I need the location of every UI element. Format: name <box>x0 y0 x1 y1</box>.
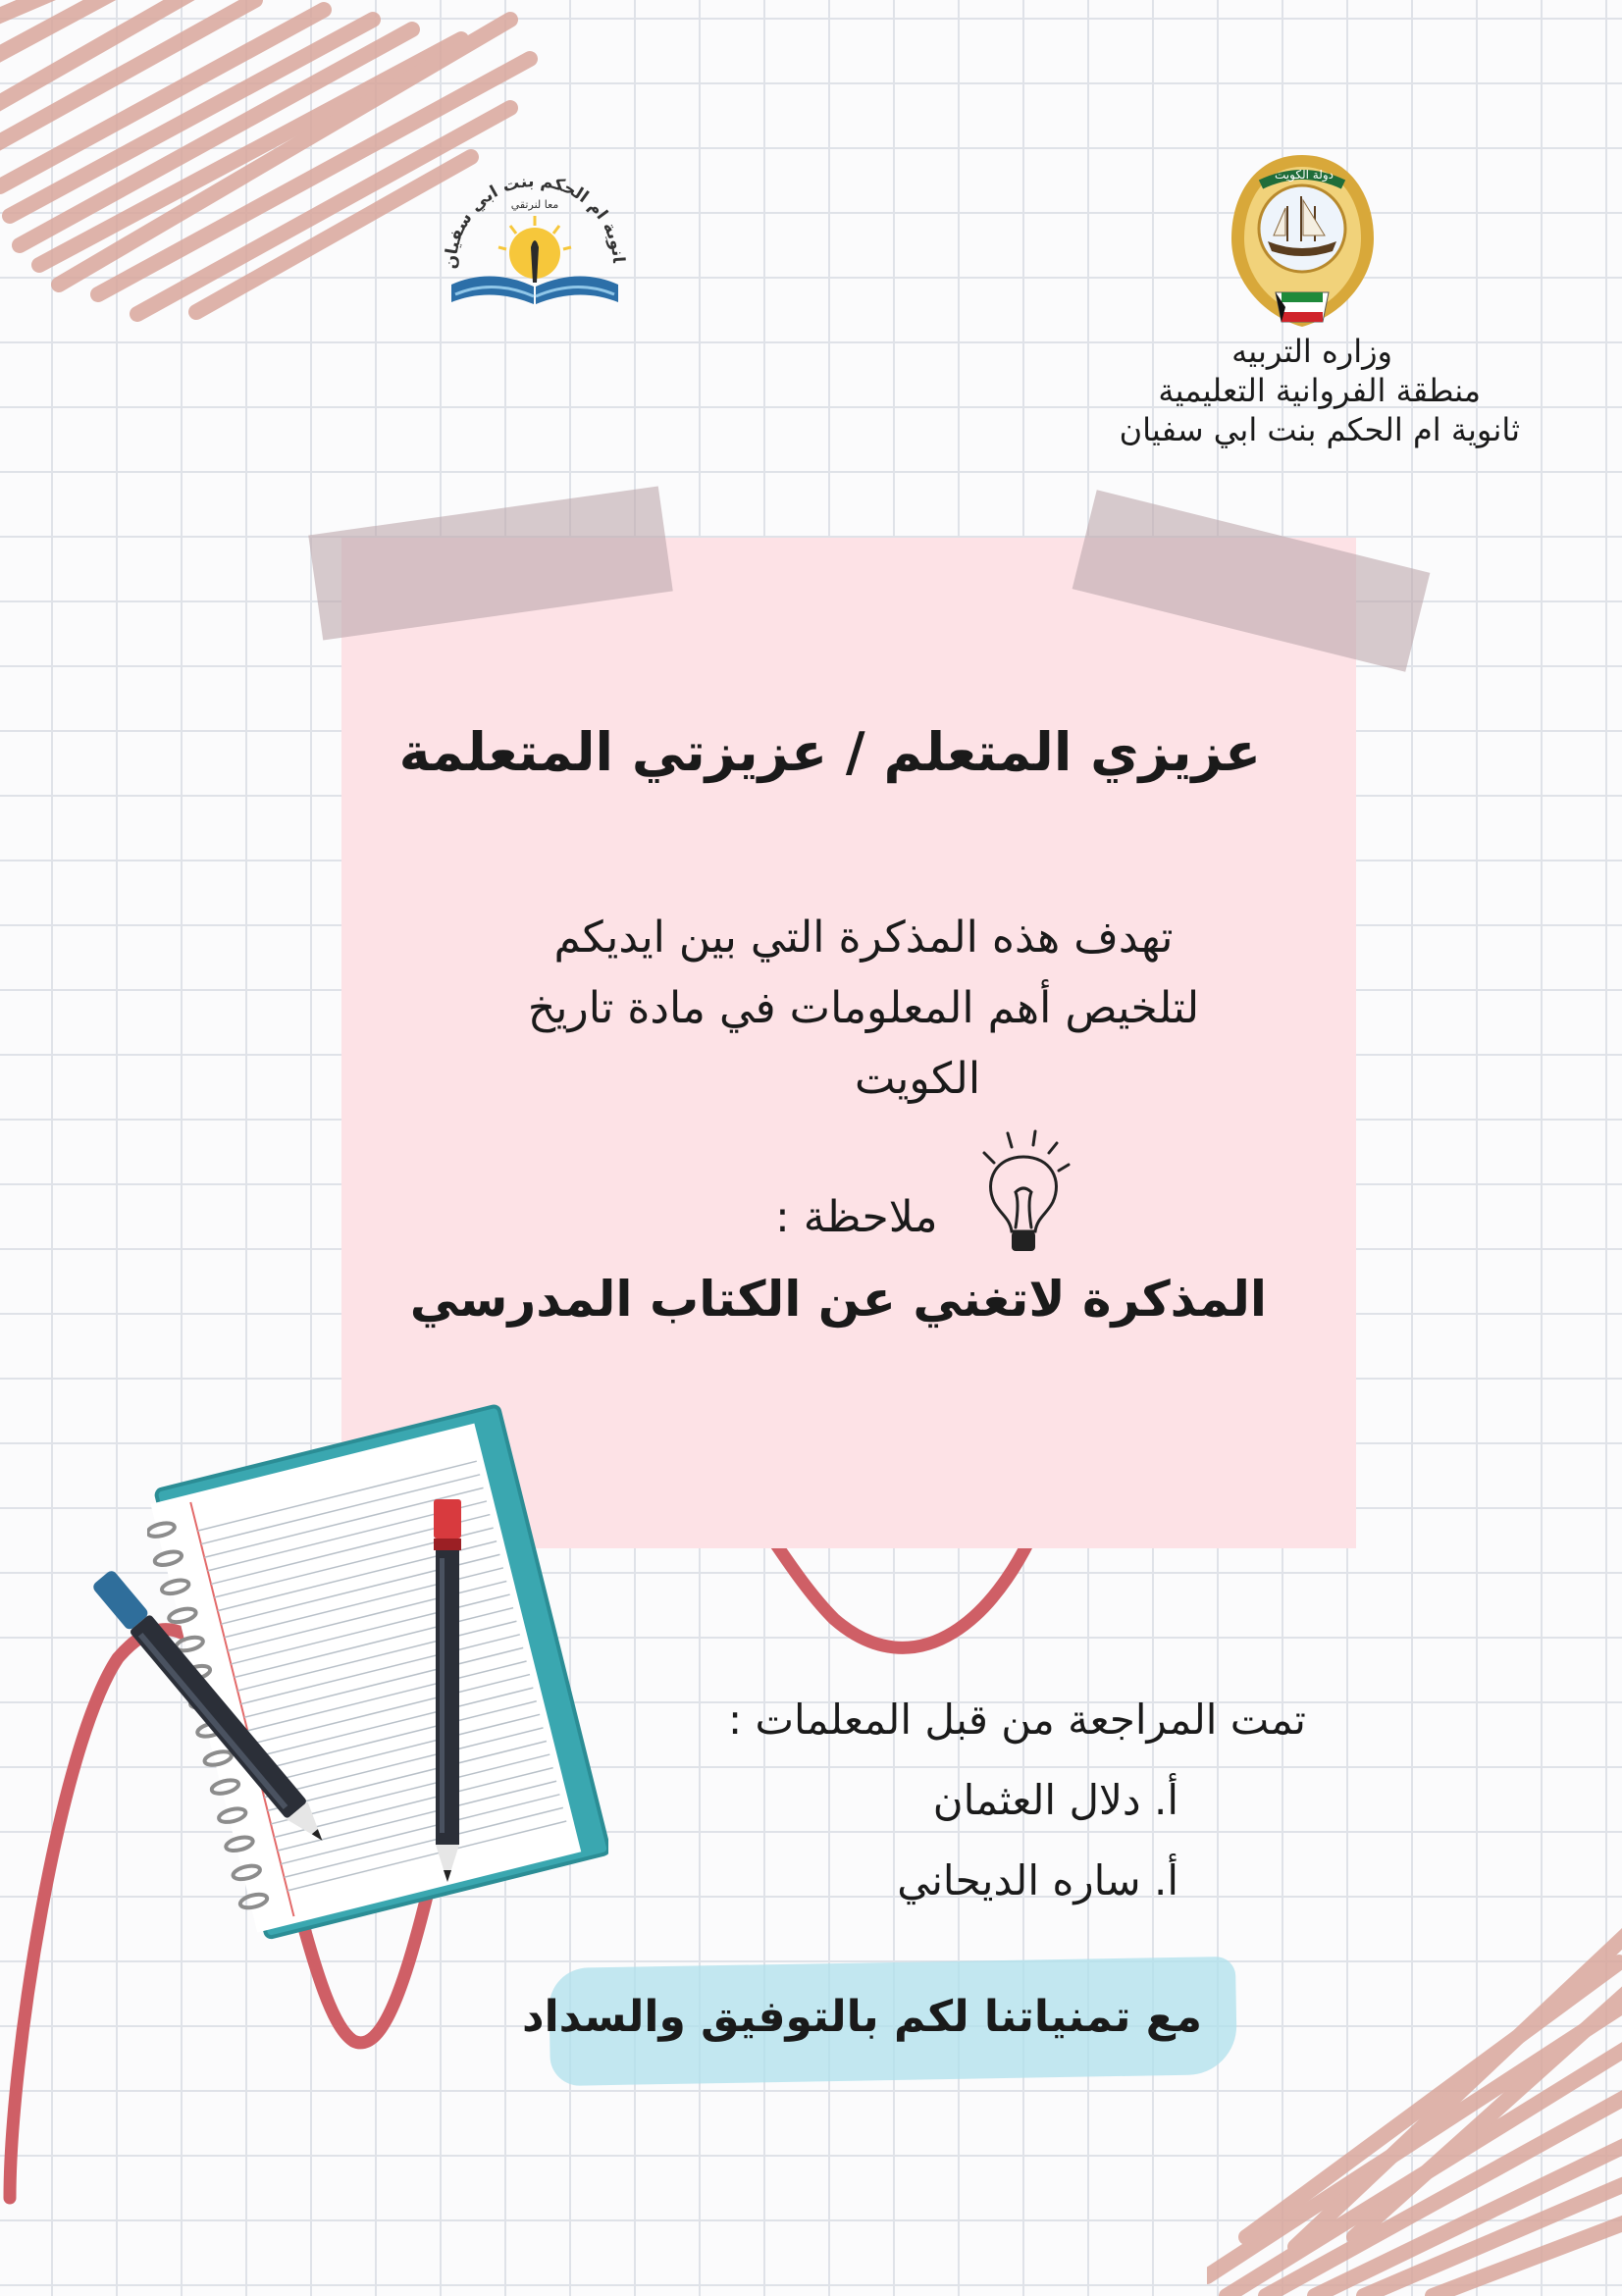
kuwait-emblem <box>1217 145 1388 337</box>
remark-label: ملاحظة : <box>775 1192 938 1242</box>
purpose-line-3: الكويت <box>854 1054 981 1104</box>
purpose-line-2: لتلخيص أهم المعلومات في مادة تاريخ <box>527 983 1200 1033</box>
purpose-line-1: تهدف هذه المذكرة التي بين ايديكم <box>553 913 1174 963</box>
teacher-2: أ. ساره الديحاني <box>897 1856 1178 1905</box>
school-logo-ring-text: انوية ام الحكم بنت ابي سفيان <box>441 171 629 270</box>
org-ministry: وزاره التربيه <box>1231 333 1392 370</box>
brush-stroke-bottom-right <box>1207 1923 1622 2296</box>
org-header <box>1069 332 1520 449</box>
lightbulb-icon <box>967 1123 1079 1261</box>
teacher-1: أ. دلال العثمان <box>932 1776 1178 1824</box>
pen-icon <box>78 1545 353 1879</box>
org-district: منطقة الفروانية التعليمية <box>1158 372 1481 409</box>
credits-intro: تمت المراجعة من قبل المعلمات : <box>727 1696 1306 1744</box>
school-logo <box>432 157 638 324</box>
remark-text: المذكرة لاتغني عن الكتاب المدرسي <box>409 1271 1267 1328</box>
pencil-icon <box>428 1499 467 1882</box>
credits-block <box>619 1680 1306 1921</box>
purpose-block <box>422 903 1305 1115</box>
org-school: ثانوية ام الحكم بنت ابي سفيان <box>1119 411 1520 448</box>
greeting-heading: عزيزي المتعلم / عزيزتي المتعلمة <box>398 721 1261 783</box>
emblem-banner-text: دولة الكويت <box>1275 168 1334 182</box>
closing-text: مع تمنياتنا لكم بالتوفيق والسداد <box>522 1992 1202 2042</box>
school-logo-motto: معا لنرتقي <box>510 198 559 211</box>
